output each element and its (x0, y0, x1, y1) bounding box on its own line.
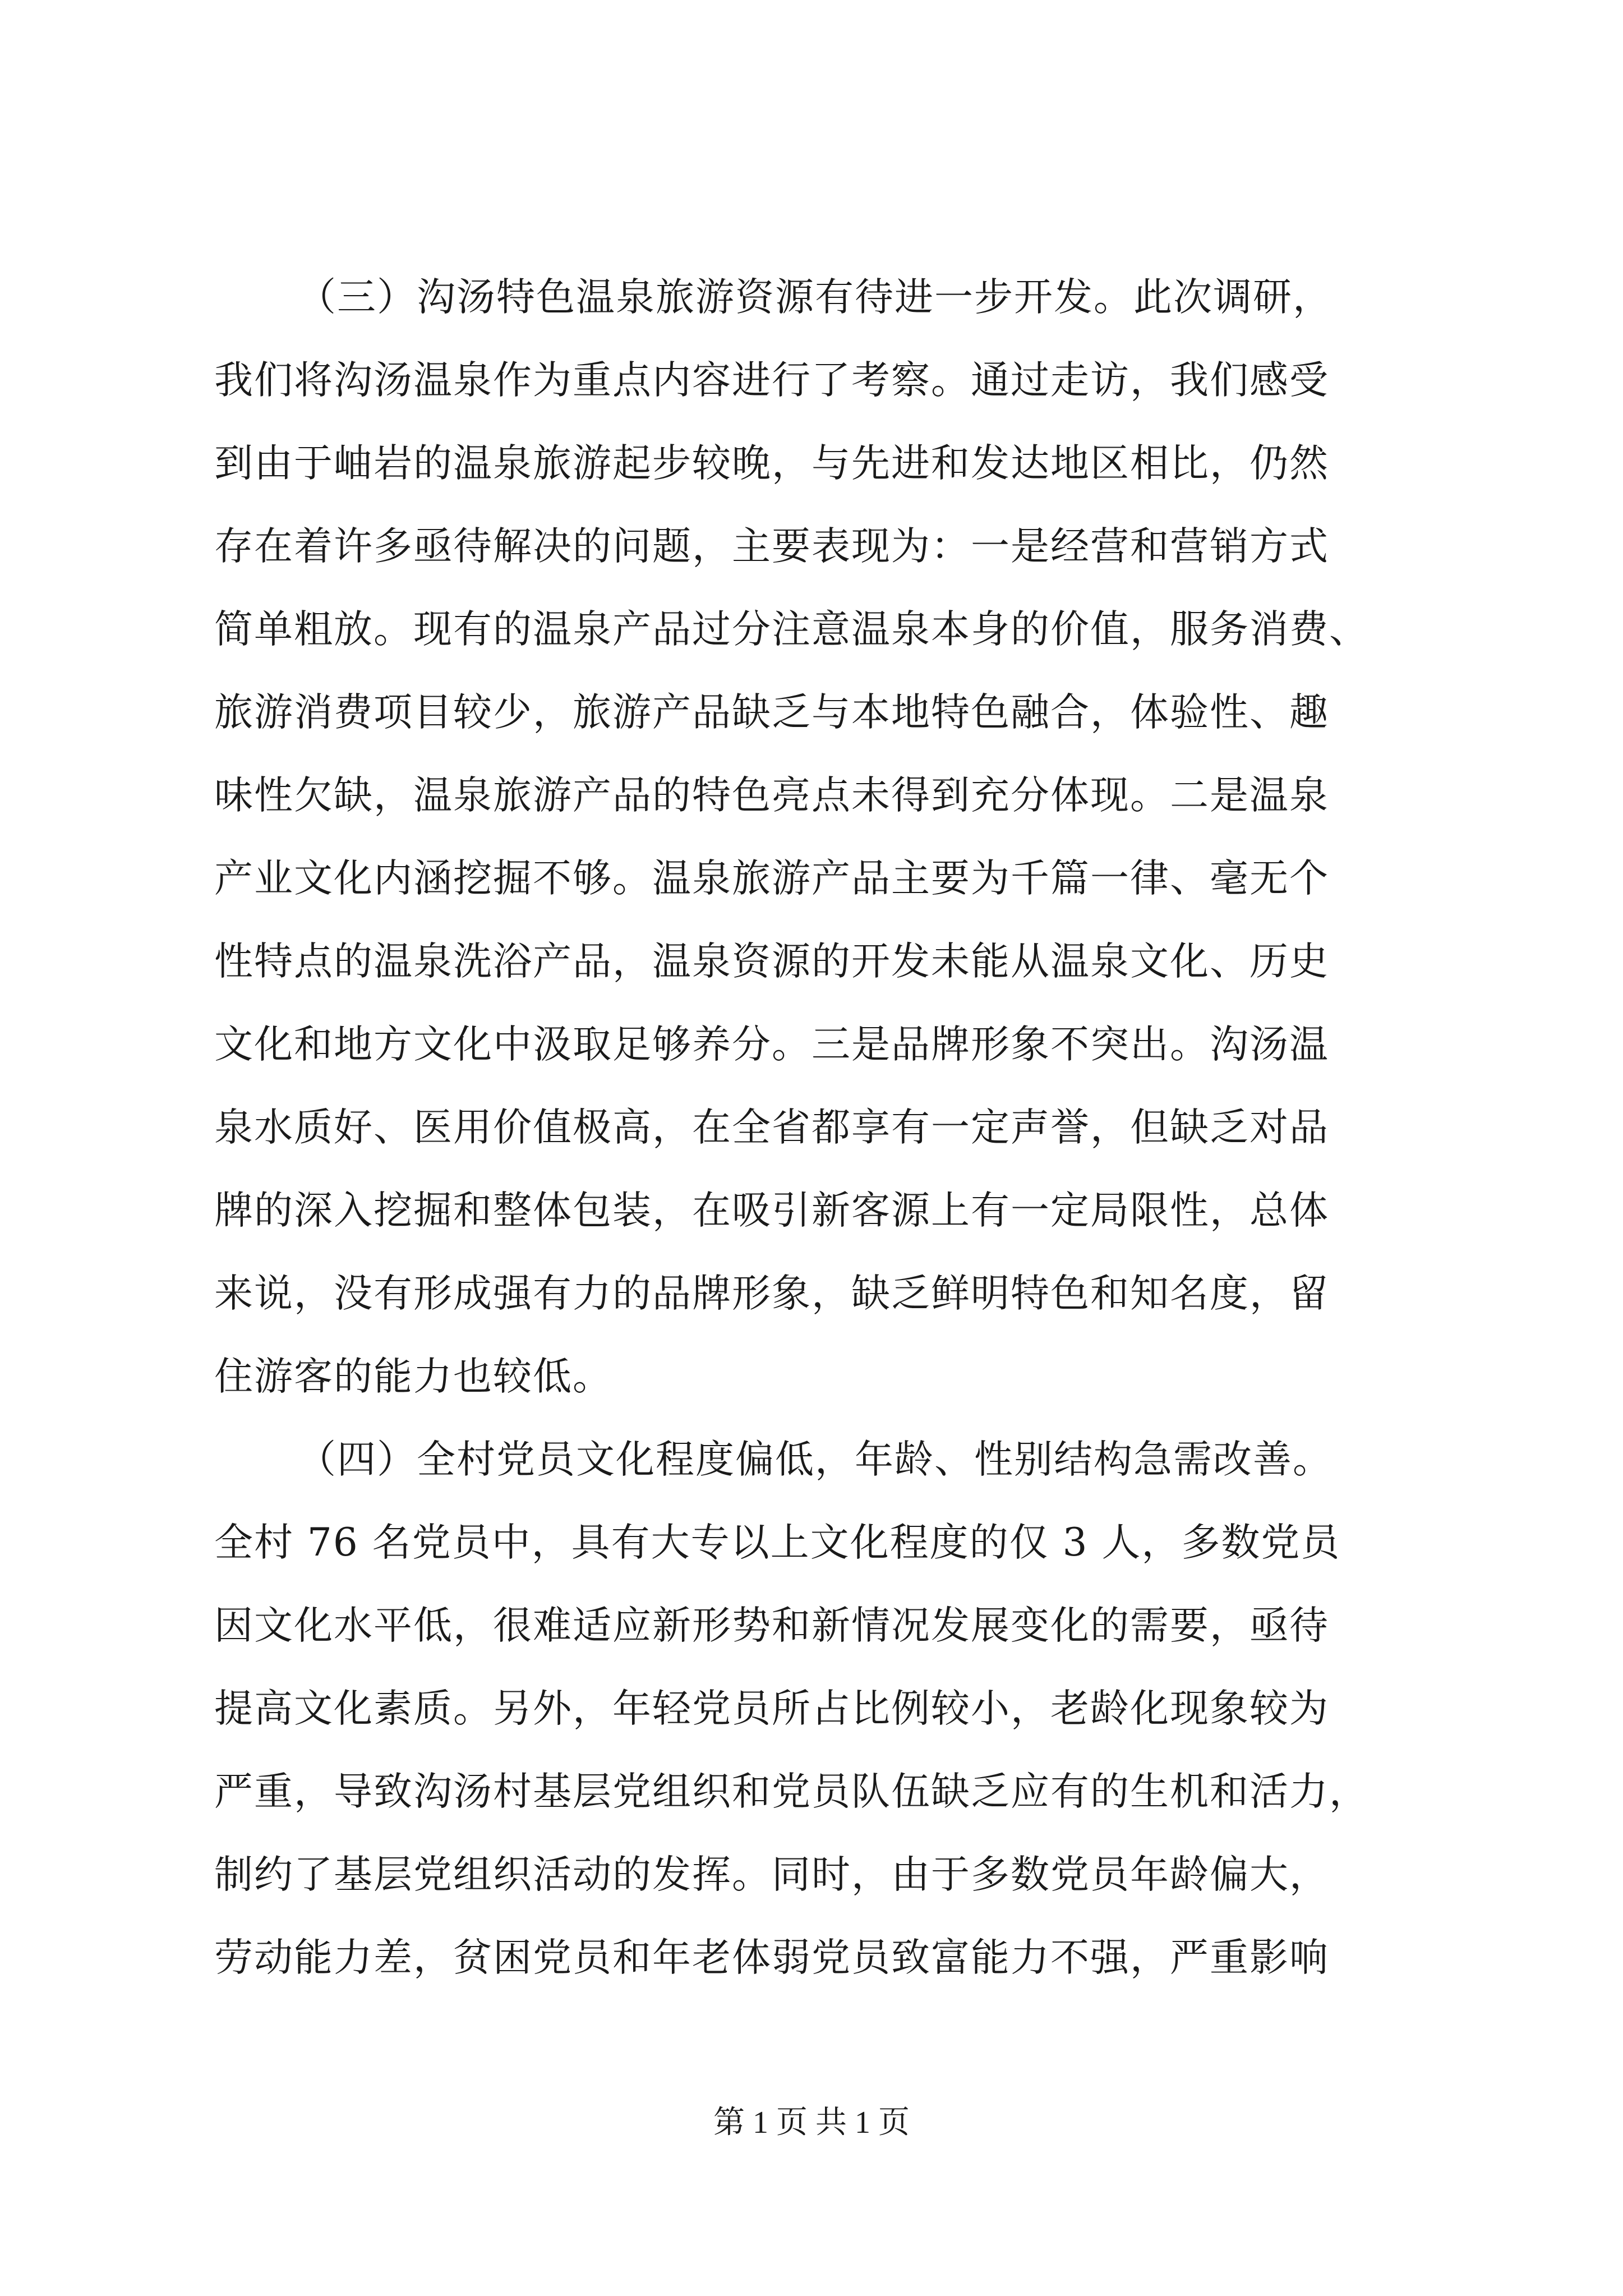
paragraph-party-members (214, 1418, 1420, 1999)
paragraph-line: 存在着许多亟待解决的问题，主要表现为：一是经营和营销方式 (214, 524, 1329, 569)
paragraph-line: 严重，导致沟汤村基层党组织和党员队伍缺乏应有的生机和活力， (214, 1769, 1369, 1814)
paragraph-line: （四）全村党员文化程度偏低，年龄、性别结构急需改善。 (297, 1437, 1332, 1482)
paragraph-line: 我们将沟汤温泉作为重点内容进行了考察。通过走访，我们感受 (214, 358, 1329, 403)
paragraph-line: 劳动能力差，贫困党员和年老体弱党员致富能力不强，严重影响 (214, 1935, 1329, 1980)
paragraph-line: 简单粗放。现有的温泉产品过分注意温泉本身的价值，服务消费、 (214, 607, 1369, 652)
paragraph-line: 全村 76 名党员中，具有大专以上文化程度的仅 3 人，多数党员 (214, 1520, 1341, 1565)
paragraph-line: 文化和地方文化中汲取足够养分。三是品牌形象不突出。沟汤温 (214, 1022, 1329, 1067)
paragraph-line: 味性欠缺，温泉旅游产品的特色亮点未得到充分体现。二是温泉 (214, 773, 1329, 818)
paragraph-line: 牌的深入挖掘和整体包装，在吸引新客源上有一定局限性，总体 (214, 1188, 1329, 1233)
paragraph-line: （三）沟汤特色温泉旅游资源有待进一步开发。此次调研， (297, 275, 1332, 320)
paragraph-hot-spring-tourism (214, 256, 1420, 1418)
paragraph-line: 来说，没有形成强有力的品牌形象，缺乏鲜明特色和知名度，留 (214, 1271, 1329, 1316)
paragraph-line: 产业文化内涵挖掘不够。温泉旅游产品主要为千篇一律、毫无个 (214, 856, 1329, 901)
paragraph-line: 到由于岫岩的温泉旅游起步较晚，与先进和发达地区相比，仍然 (214, 441, 1329, 486)
paragraph-line: 制约了基层党组织活动的发挥。同时，由于多数党员年龄偏大， (214, 1852, 1329, 1897)
paragraph-line: 旅游消费项目较少，旅游产品缺乏与本地特色融合，体验性、趣 (214, 690, 1329, 735)
paragraph-line: 住游客的能力也较低。 (214, 1354, 612, 1399)
paragraph-line: 泉水质好、医用价值极高，在全省都享有一定声誉，但缺乏对品 (214, 1105, 1329, 1150)
document-body (214, 256, 1420, 1999)
page-footer: 第 1 页 共 1 页 (713, 2105, 910, 2140)
paragraph-line: 提高文化素质。另外，年轻党员所占比例较小，老龄化现象较为 (214, 1686, 1329, 1731)
paragraph-line: 因文化水平低，很难适应新形势和新情况发展变化的需要，亟待 (214, 1603, 1329, 1648)
paragraph-line: 性特点的温泉洗浴产品，温泉资源的开发未能从温泉文化、历史 (214, 939, 1329, 984)
